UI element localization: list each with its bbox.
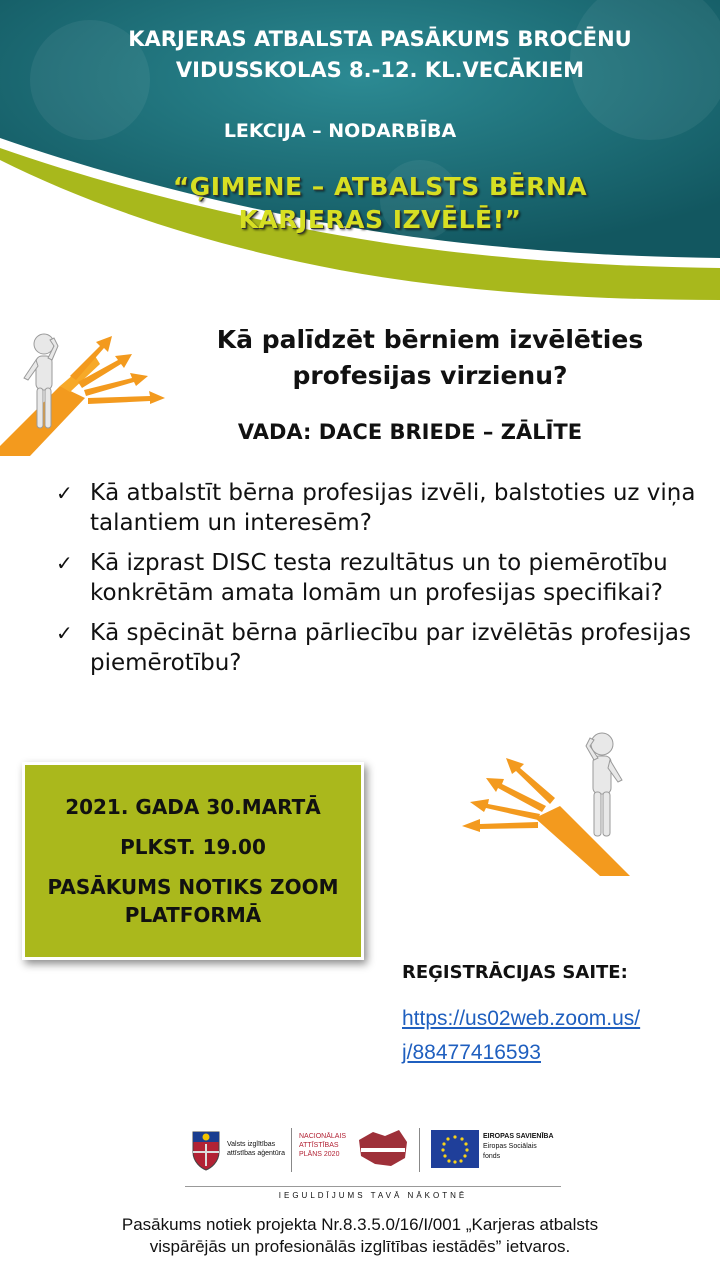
list-item [52, 618, 712, 678]
nap-line1: NACIONĀLAIS [299, 1133, 347, 1140]
eu-flag-icon [431, 1130, 479, 1168]
footer-line1: Pasākums notiek projekta Nr.8.3.5.0/16/I/001 „Karjeras atbalsts [121, 1215, 599, 1234]
checkmark-icon: ✓ [56, 481, 73, 505]
checkmark-icon: ✓ [56, 551, 73, 575]
list-item [52, 478, 712, 538]
footer-project-note [30, 1214, 690, 1258]
event-title-line1: KARJERAS ATBALSTA PASĀKUMS BROCĒNU [128, 27, 632, 51]
sponsor-logos [185, 1122, 565, 1192]
lecture-label: LEKCIJA – NODARBĪBA [223, 120, 457, 142]
agency-logo-text [227, 1140, 285, 1158]
registration-link-line2[interactable]: j/88477416593 [402, 1041, 541, 1064]
event-date: 2021. GADA 30.MARTĀ [65, 795, 321, 819]
registration-link[interactable] [402, 1002, 702, 1070]
thinking-person-arrows-illustration-right [440, 726, 640, 876]
bullet-text: Kā spēcināt bērna pārliecību par izvēlētās profesijas piemērotību? [90, 620, 691, 676]
main-question-line2: profesijas virzienu? [292, 361, 568, 390]
eu-logo-text [483, 1132, 554, 1162]
bullet-text: Kā izprast DISC testa rezultātus un to piemērotību konkrētām amata lomām un profesijas specifikai? [90, 550, 668, 606]
event-title [80, 24, 680, 86]
agency-line1: Valsts izglītības [227, 1141, 276, 1148]
nap-line3: PLĀNS 2020 [299, 1151, 340, 1158]
event-place-line1: PASĀKUMS NOTIKS ZOOM [47, 875, 339, 899]
checkmark-icon: ✓ [56, 621, 73, 645]
event-place-line2: PLATFORMĀ [124, 903, 262, 927]
event-time: PLKST. 19.00 [120, 835, 266, 859]
topic-title [100, 170, 660, 236]
agency-line2: attīstības aģentūra [227, 1150, 285, 1157]
footer-line2: vispārējās un profesionālās izglītības iestādēs” ietvaros. [149, 1237, 571, 1256]
nap-logo-text [299, 1132, 346, 1159]
latvia-coat-of-arms-icon [189, 1126, 223, 1172]
event-title-line2: VIDUSSKOLAS 8.-12. KL.VECĀKIEM [175, 58, 585, 82]
list-item [52, 548, 712, 608]
logo-divider [291, 1128, 292, 1172]
eu-line2: Eiropas Sociālais [483, 1143, 537, 1150]
latvia-map-icon [355, 1126, 411, 1170]
main-question [150, 322, 710, 394]
topic-bullet-list [52, 478, 712, 688]
registration-label: REĢISTRĀCIJAS SAITE: [402, 962, 628, 983]
eu-line1: EIROPAS SAVIENĪBA [483, 1133, 554, 1140]
host-name: VADA: DACE BRIEDE – ZĀLĪTE [237, 420, 583, 444]
bullet-text: Kā atbalstīt bērna profesijas izvēli, balstoties uz viņa talantiem un interesēm? [90, 480, 696, 536]
event-details-box [22, 762, 364, 960]
topic-title-line1: “ĢIMENE – ATBALSTS BĒRNA [172, 172, 588, 201]
eu-line3: fonds [483, 1153, 501, 1160]
topic-title-line2: KARJERAS IZVĒLĒ!” [238, 205, 522, 234]
logo-divider [419, 1128, 420, 1172]
nap-line2: ATTĪSTĪBAS [299, 1142, 339, 1149]
main-question-line1: Kā palīdzēt bērniem izvēlēties [216, 325, 644, 354]
tagline: IEGULDĪJUMS TAVĀ NĀKOTNĒ [185, 1186, 561, 1200]
registration-link-line1[interactable]: https://us02web.zoom.us/ [402, 1007, 641, 1030]
